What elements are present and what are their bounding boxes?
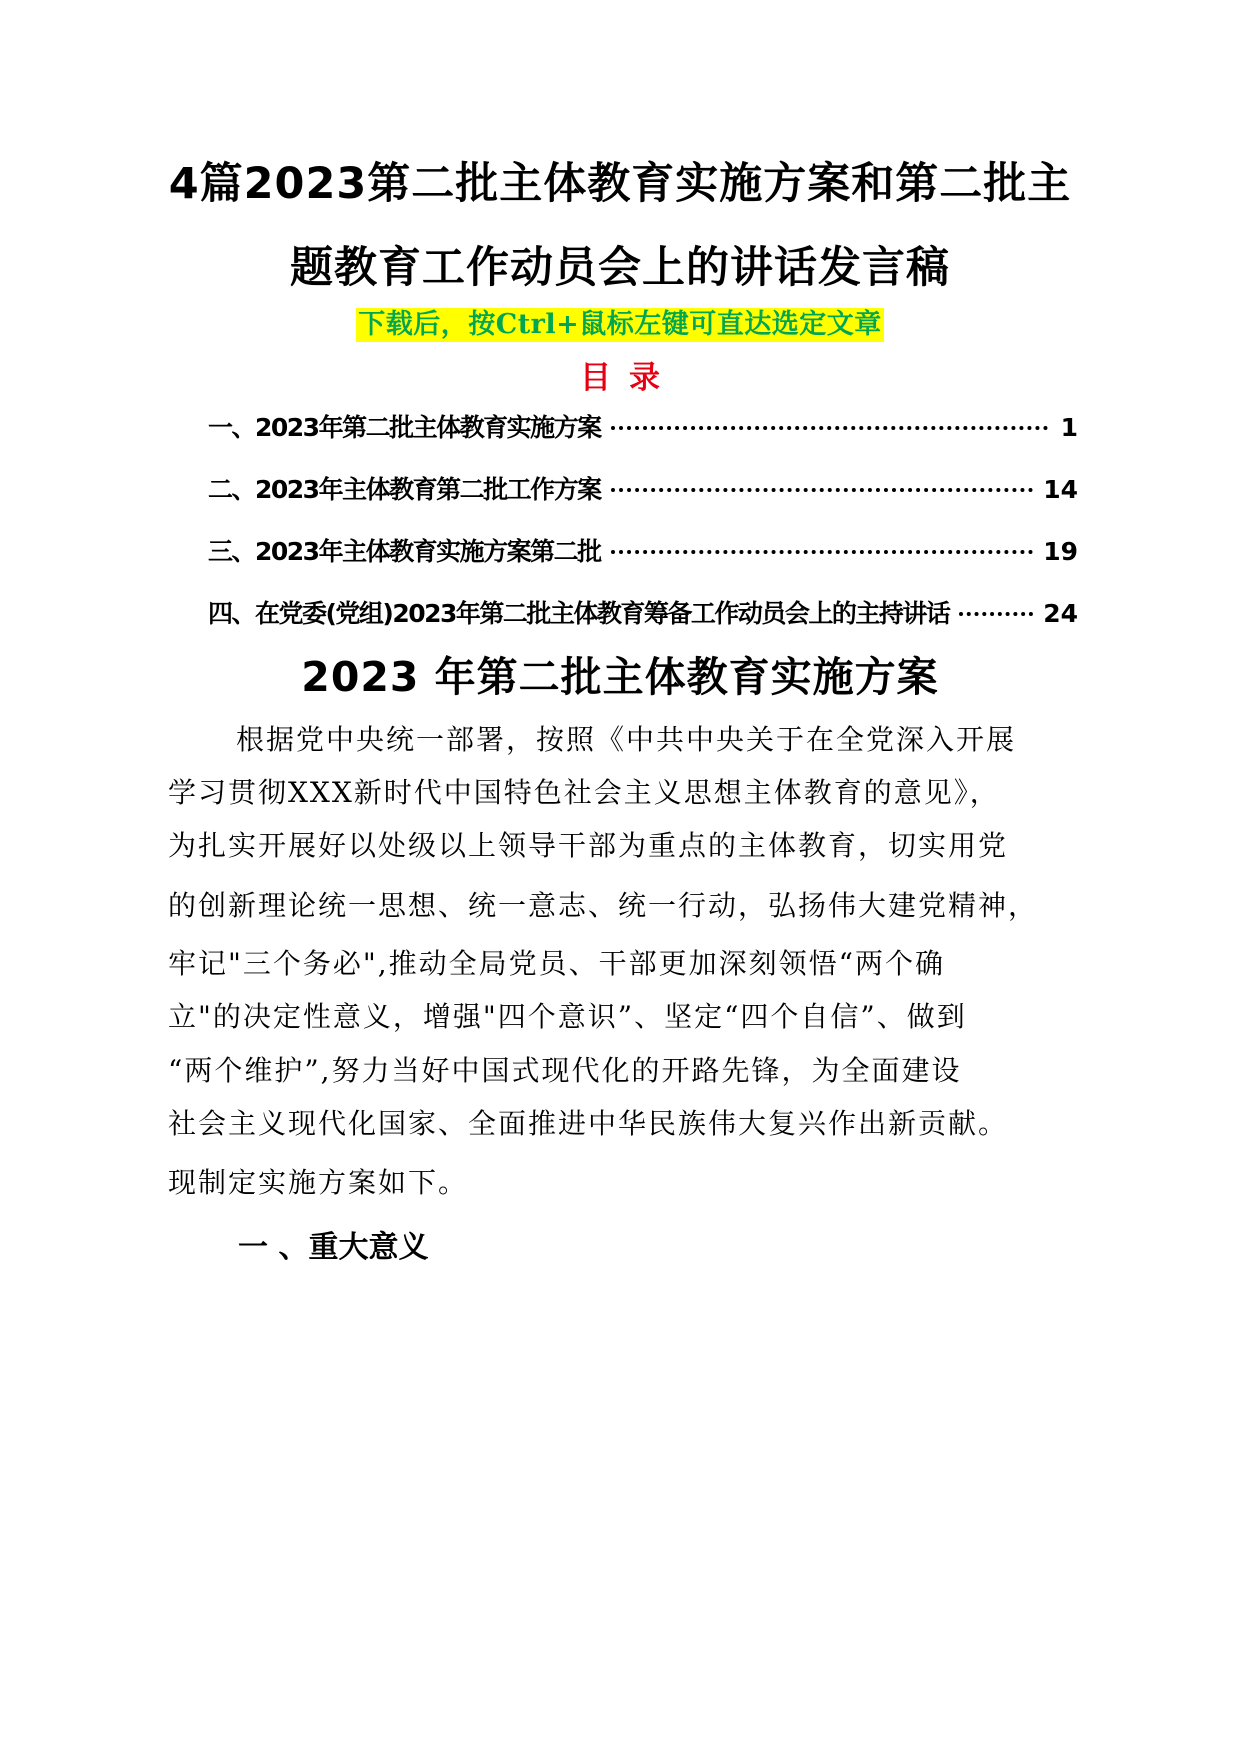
toc-dot-leader — [611, 488, 1034, 492]
paragraph-line-9: 现制定实施方案如下。 — [168, 1166, 469, 1199]
paragraph-line-6: 立"的决定性意义，增强"四个意识”、坚定“四个自信”、做到 — [168, 1000, 967, 1033]
paragraph-line-8: 社会主义现代化国家、全面推进中华民族伟大复兴作出新贡献。 — [168, 1107, 1009, 1140]
toc-item-4[interactable] — [208, 594, 1078, 656]
toc-heading: 目录 — [580, 360, 678, 396]
toc-item-3[interactable] — [208, 532, 1078, 594]
toc-dot-leader — [959, 612, 1033, 616]
toc-item-label[interactable]: 二、2023年主体教育第二批工作方案 — [208, 475, 601, 504]
download-notice: 下载后，按Ctrl+鼠标左键可直达选定文章 — [358, 309, 882, 340]
paragraph-line-1: 根据党中央统一部署，按照《中共中央关于在全党深入开展 — [236, 723, 1017, 756]
toc-item-label[interactable]: 四、在党委(党组)2023年第二批主体教育筹备工作动员会上的主持讲话 — [208, 599, 950, 628]
paragraph-line-2: 学习贯彻XXX新时代中国特色社会主义思想主体教育的意见》， — [168, 776, 1000, 809]
toc-item-2[interactable] — [208, 470, 1078, 532]
toc-item-label[interactable]: 一、2023年第二批主体教育实施方案 — [208, 413, 601, 442]
paragraph-line-7: “两个维护”,努力当好中国式现代化的开路先锋，为全面建设 — [168, 1054, 962, 1087]
table-of-contents — [208, 408, 1078, 656]
document-title-line-2: 题教育工作动员会上的讲话发言稿 — [290, 243, 950, 293]
toc-item-page: 1 — [1060, 413, 1078, 442]
toc-item-1[interactable] — [208, 408, 1078, 470]
toc-item-label[interactable]: 三、2023年主体教育实施方案第二批 — [208, 537, 601, 566]
download-notice-wrapper — [0, 308, 1240, 342]
section-title: 2023 年第二批主体教育实施方案 — [301, 653, 939, 701]
paragraph-line-5: 牢记"三个务必",推动全局党员、干部更加深刻领悟“两个确 — [168, 947, 945, 980]
subheading-significance: 一 、重大意义 — [238, 1230, 429, 1265]
toc-item-page: 19 — [1043, 537, 1078, 566]
document-title-line-1: 4篇2023第二批主体教育实施方案和第二批主 — [168, 159, 1072, 209]
toc-dot-leader — [611, 550, 1034, 554]
toc-dot-leader — [611, 426, 1048, 430]
paragraph-line-3: 为扎实开展好以处级以上领导干部为重点的主体教育，切实用党 — [168, 829, 1009, 862]
toc-item-page: 14 — [1043, 475, 1078, 504]
paragraph-line-4: 的创新理论统一思想、统一意志、统一行动，弘扬伟大建党精神， — [168, 889, 1039, 922]
toc-item-page: 24 — [1043, 599, 1078, 628]
